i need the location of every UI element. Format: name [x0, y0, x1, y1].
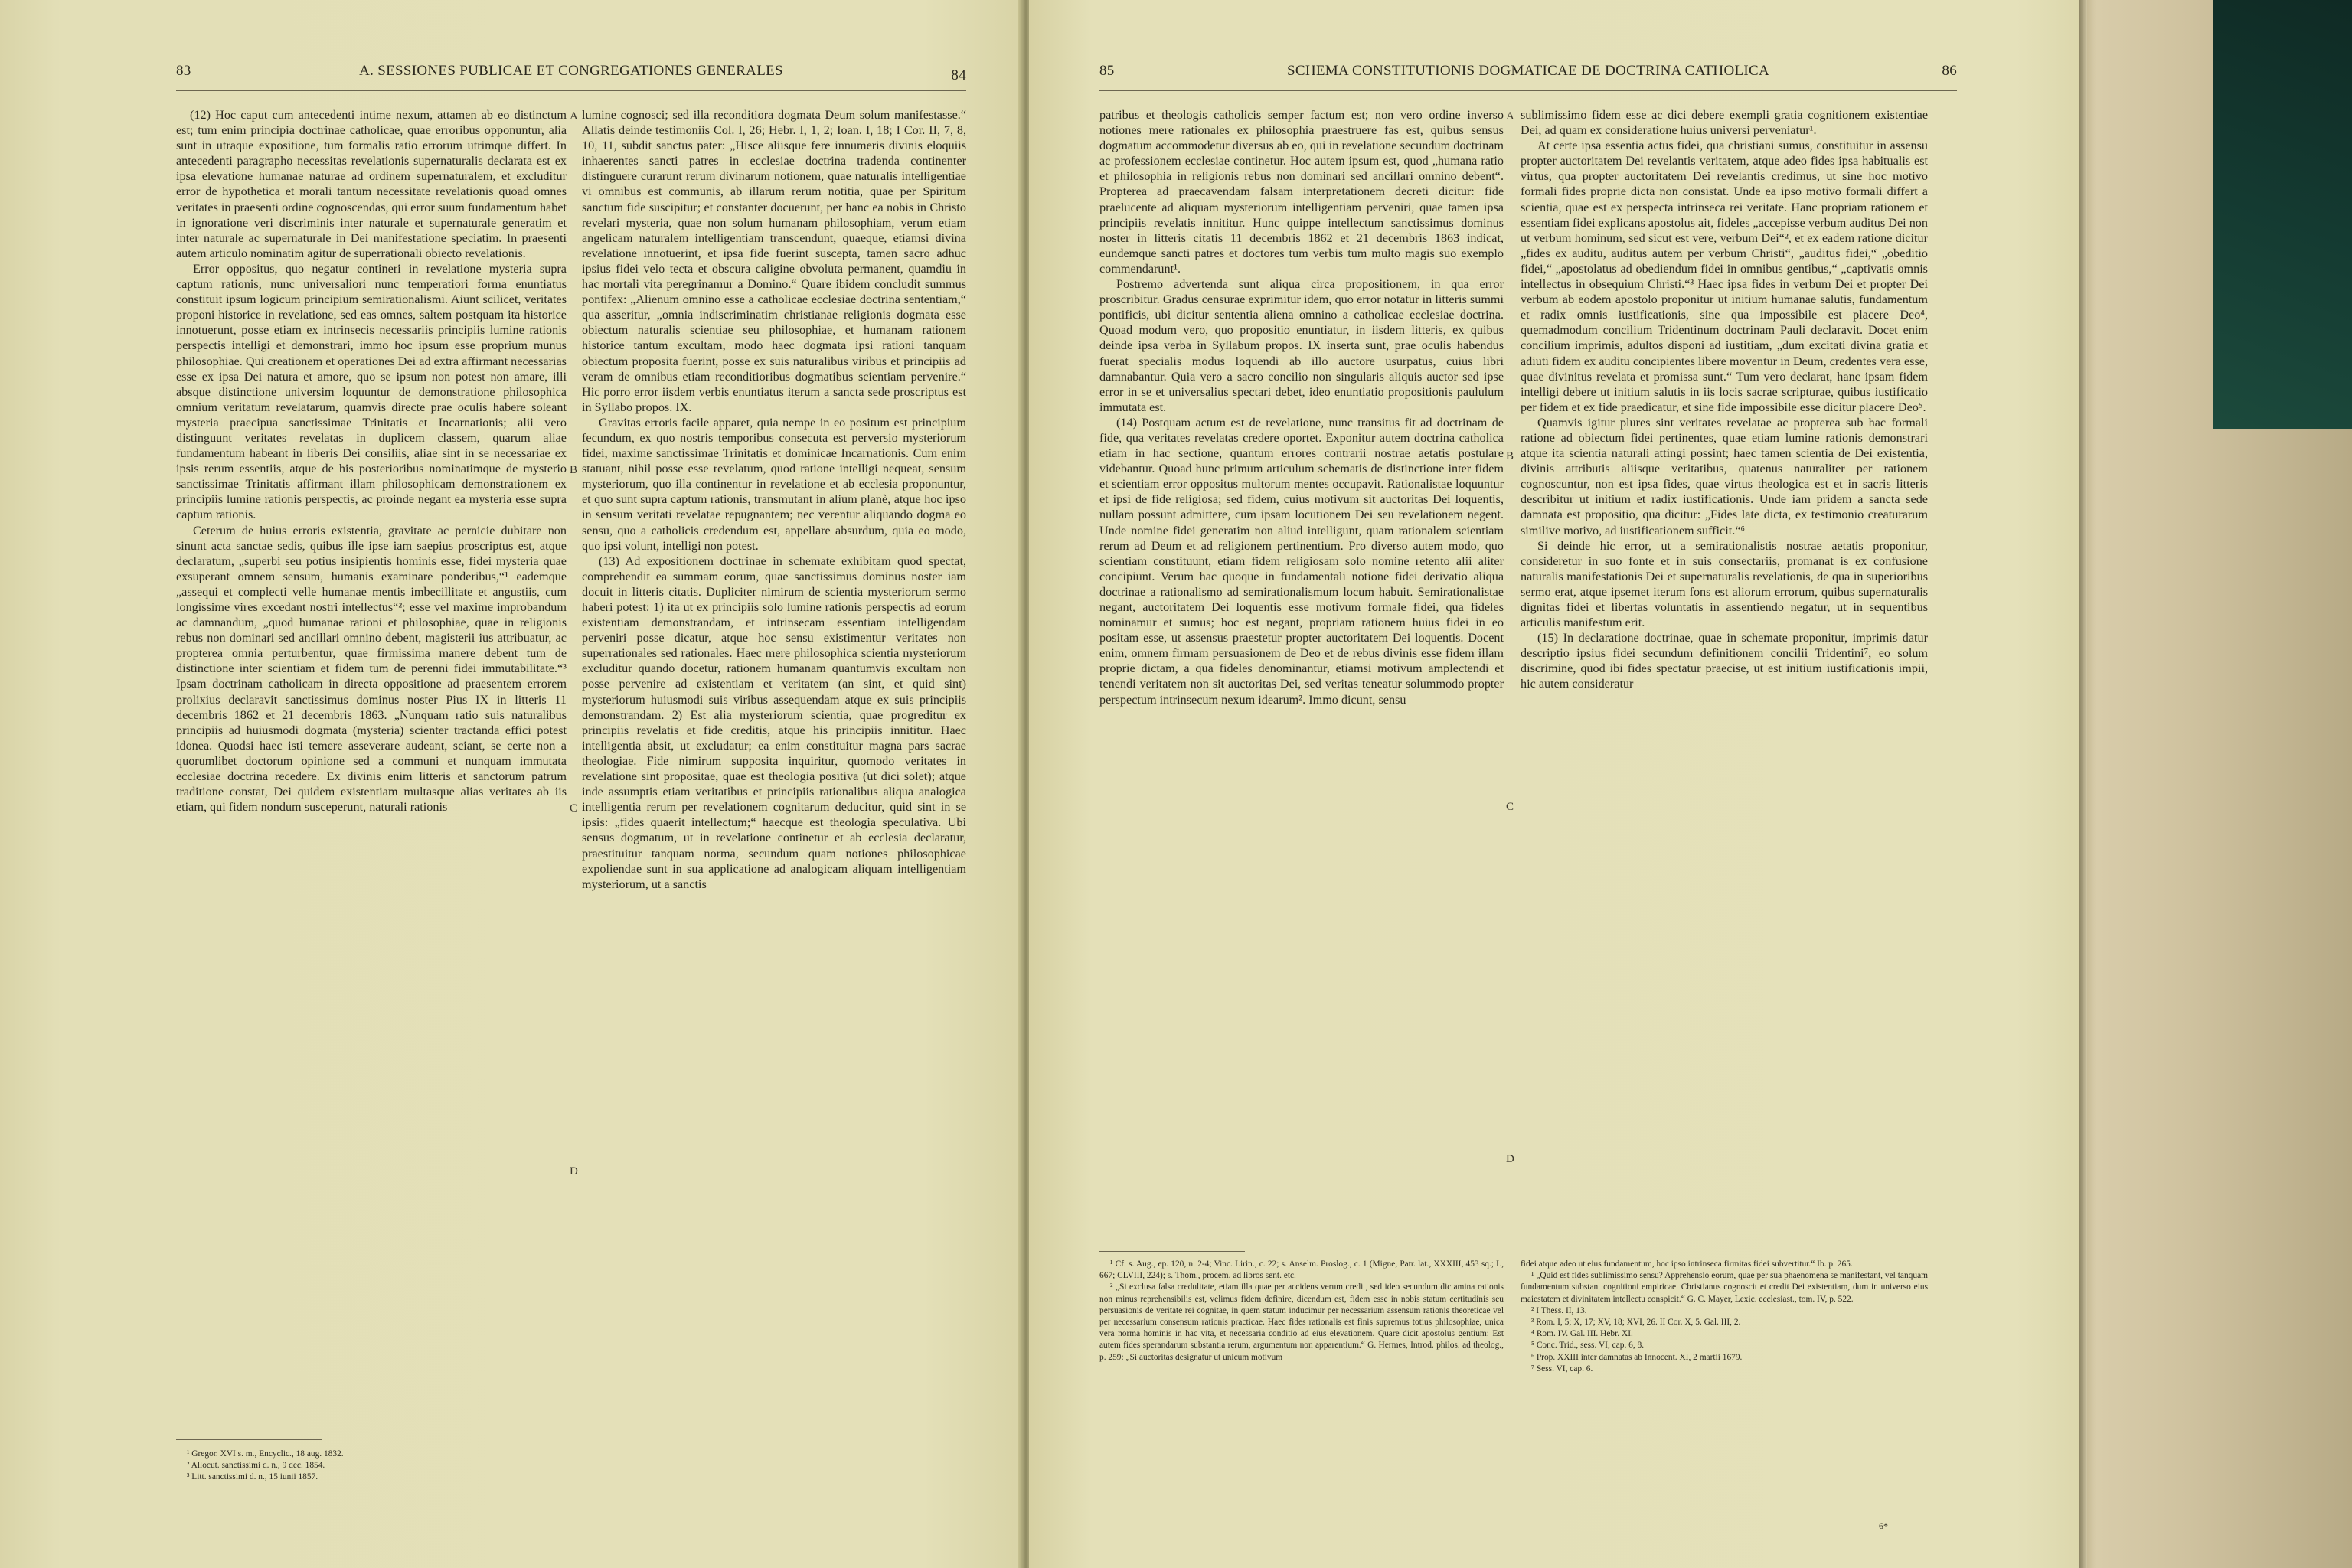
left-page [0, 0, 1024, 1568]
paragraph: lumine cognosci; sed illa reconditiora dogmata Deum solum manifestasse.“ Allatis deinde testimoniis Col. I, 26; Hebr. I, 1, 2; Ioan. I, 18; I Cor. II, 7, 8, 10, 11, subdit sanctus pater: „Hisce aliisque fere innumeris divinis eloquiis inhaerentes sancti patres in ecclesiae doctrina tradenda continenter distinguere curarunt rerum divinarum notionem, quae naturalis intelligentiae vi omnibus est communis, ab illarum rerum notitia, quae per Spiritum sanctum fide suscipitur; et constanter docuerunt, per hanc ea nobis in Christo revelari mysteria, quae non solum humanam philosophiam, verum etiam angelicam naturalem intelligentiam transcendunt, quaeque, etiamsi divina revelatione innotuerint, et ipsa fide fuerint suscepta, tamen sacro adhuc ipsius fidei velo tecta et obscura caligine obvoluta permanent, quamdiu in hac mortali vita peregrinamur a Domino.“ Quare ibidem concludit summus pontifex: „Alienum omnino esse a catholicae ecclesiae doctrina sententiam,“ qua asseritur, „omnia indiscriminatim christianae religionis dogmata esse obiectum naturalis scientiae seu philosophiae, et humanam rationem historice tantum excultam, modo haec dogmata ipsi rationi tanquam obiectum proposita fuerint, posse ex suis naturalibus viribus et principiis ad veram de omnibus etiam reconditioribus dogmatibus scientiam pervenire.“ Hic porro error iisdem verbis enuntiatus iterum a sancta sede proscriptus est in Syllabo propos. IX. [582, 108, 966, 414]
margin-letter-c: C [570, 802, 578, 815]
footnote: ¹ Cf. s. Aug., ep. 120, n. 2-4; Vinc. Lirin., c. 22; s. Anselm. Proslog., c. 1 (Migne, Patr. lat., XXXIII, 453 sq.; L, 667; CLVIII, 224); s. Thom., procem. ad libros sent. etc. [1099, 1259, 1504, 1281]
margin-letter-c: C [1506, 801, 1514, 813]
running-title-left: A. SESSIONES PUBLICAE ET CONGREGATIONES GENERALES [359, 63, 783, 79]
running-head-right [1099, 63, 1957, 93]
footnote: ⁷ Sess. VI, cap. 6. [1531, 1364, 1593, 1374]
right-page-column-1 [1099, 107, 1504, 707]
margin-letter-b: B [570, 464, 578, 476]
running-head-left [176, 63, 966, 93]
footnote: ² I Thess. II, 13. [1531, 1305, 1587, 1315]
paragraph: Postremo advertenda sunt aliqua circa propositionem, in qua error proscribitur. Gradus censurae exprimitur idem, quo error notatur in litteris summi pontificis, ubi dicitur sententia aliena omnino a catholicae ecclesiae doctrina. Quoad modum vero, quo propositio enuntiatur, in iisdem litteris, ex quibus deinde ipsa verba in Syllabum propos. IX inserta sunt, prae oculis habendus fuerat specialis modus loquendi ab illo auctore usurpatus, cuius libri damnabantur. Quia vero a sacro concilio non singularis aliquis auctor sed ipse error in se et universalius spectari debet, ideo enuntiatio propositionis paululum immutata est. [1099, 277, 1504, 414]
paragraph: At certe ipsa essentia actus fidei, qua christiani sumus, constituitur in assensu propter auctoritatem Dei revelantis veritatem, atque adeo fides ipsa habitualis est virtus, qua propter auctoritatem Dei revelantis credimus, ut sine hoc motivo formali fides proprie dicta non consistat. Unde ea ipso motivo formali differt a scientia, quae est ex perspecta intrinseca rei veritate. Hanc propriam rationem et essentiam fidei explicans apostolus ait, fideles „accepisse verbum auditus Dei non ut verbum hominum, sed sicut est vere, verbum Dei“², et ex eadem ratione dicitur „fides ex auditu, auditus autem per verbum Christi“, „auditus fidei,“ „obeditio fidei,“ „apostolatus ad obediendum fidei in omnibus gentibus,“ „captivatis omnis intellectus in obsequium Christi.“³ Haec ipsa fides in verbum Dei et propter Dei verbum ab eodem apostolo proponitur ut initium humanae salutis, fundamentum et radix omnis iustificationis, sine qua impossibile est placere Deo⁴, quemadmodum concilium Tridentinum doctrinam Pauli declaravit. Docet enim concilium imprimis, adultos disponi ad iustitiam, „dum excitati divina gratia et adiuti fidem ex auditu concipientes libere moventur in Deum, credentes vera esse, quae divinitus revelata et promissa sunt.“ Tum vero declarat, hanc ipsam fidem intelligi debere ut initium salutis in iis locis sacrae scripturae, quibus iustificatio per fidem et ex fide praedicatur, et sine fide impossibile esse dicitur placere Deo⁵. [1521, 139, 1928, 414]
margin-letter-a: A [1506, 110, 1514, 122]
paragraph: (12) Hoc caput cum antecedenti intime nexum, attamen ab eo distinctum est; tum enim principia doctrinae catholicae, quae erroribus opponuntur, alia sunt in utraque expositione, tum formalis ratio errorum utrimque differt. In antecedenti paragrapho necessitas revelationis supernaturalis declarata est ex ipsa elevatione humanae naturae ad ordinem supernaturalem, et excluditur error de hypothetica et morali tantum necessitate revelationis quoad omnes veritates in praesenti ordine cognoscendas, qui error suum fundamentum habet in ignoratione veri discriminis inter naturale et supernaturale generatim et inter naturale ac supernaturale in Dei manifestatione speciatim. In praesenti autem articulo nominatim agitur de superrationali obiecto revelationis. [176, 108, 567, 260]
paragraph: patribus et theologis catholicis semper factum est; non vero ordine inverso notiones mere rationales ex philosophia praestruere fas est, quibus sensus dogmatum accommodetur diversus ab eo, qui in revelatione secundum doctrinam ac professionem ecclesiae continetur. Hoc autem ipsum est, quod „humana ratio et philosophia in religionis rebus non dominari sed ancillari omnino debent“. Propterea ad praecavendam falsam interpretationem decreti dicitur: fide praelucente ad aliquam mysteriorum intelligentiam perveniri, quae tamen ipsa principiis revelatis innititur. Hunc quippe intellectum sanctissimus dominus noster in litteris citatis 11 decembris 1862 et 21 decembris 1863 indicat, eundemque sancti patres et doctores tum verbis tum multo magis suo exemplo commendarunt¹. [1099, 108, 1504, 276]
paragraph: Si deinde hic error, ut a semirationalistis nostrae aetatis proponitur, consideretur in suo fonte et in suis consectariis, promanat is ex confusione naturalis manifestationis Dei et supernaturalis revelationis, de qua in superioribus sermo erat, atque ipsemet iterum fons est aliorum errorum, quibus supernaturalis dignitas fidei et libertas voluntatis in assentiendo negatur, ut in sequentibus articulis manifestum erit. [1521, 538, 1928, 630]
footnote: ² „Si exclusa falsa credulitate, etiam illa quae per accidens verum credit, sed ideo secundum dictamina rationis non minus reprehensibilis est, velimus fidem definire, dicendum est, fidem esse in nobis statum certitudinis seu persuasionis de veritate rei cognitae, in quem statum inducimur per necessarium assensum rationis theoreticae vel per necessarium consensum rationis practicae. Haec fides rationalis est finis supremus totius philosophiae, unica vera norma hominis in hac vita, et necessaria conditio ad eius elevationem. Quare dicit apostolus gentium: Est autem fides sperandarum substantia rerum, argumentum non apparentium.“ G. Hermes, Introd. philos. ad theolog., p. 259: „Si auctoritas designatur ut unicum motivum [1099, 1282, 1504, 1362]
cover-board-edge [2079, 0, 2087, 1568]
paragraph: Ceterum de huius erroris existentia, gravitate ac pernicie dubitare non sinunt acta sanctae sedis, quibus ille ipse iam saepius proscriptus est, atque declaratum, „superbi seu potius insipientis hominis esse, fidei mysteria quae exsuperant omnem sensum, humanis examinare ponderibus,“¹ eademque „assequi et complecti velle humanae mentis imbecillitate et angustiis, cum longissime vires excedant nostri intellectus“²; esse vel maxime improbandum ac damnandum, „quod humanae rationi et philosophiae, quae in religionis rebus non dominari sed ancillari omnino debent, magisterii ius attribuatur, ac propterea omnia perturbentur, quae firmissima manere debent tum de distinctione inter scientiam et fidem tum de perenni fidei immutabilitate.“³ Ipsam doctrinam catholicam in directa oppositione ad praesentem errorem prolixius declaravit sanctissimus dominus noster Pius IX in litteris 11 decembris 1862 et 21 decembris 1863. „Nunquam ratio suis naturalibus principiis ad huiusmodi dogmata (mysteria) scienter tractanda effici potest idonea. Quodsi haec isti temere asseverare audeant, sciant, se certe non a quorumlibet doctorum opinione sed a communi et nunquam immutata ecclesiae doctrina recedere. Ex divinis enim litteris et sanctorum patrum traditione constat, Dei quidem existentiam multasque alias veritates ab iis etiam, qui fidem nondum susceperunt, naturali rationis [176, 523, 567, 815]
paragraph: Error oppositus, quo negatur contineri in revelatione mysteria supra captum rationis, nunc universaliori nunc temperatiori forma enuntiatus constituit ipsum logicum principium semirationalismi. Aiunt scilicet, veritates proponi historice in revelatione, sed eas omnes, saltem postquam ita historice innotuerunt, posse etiam ex intrinsecis necessariis principiis lumine rationis perspectis intelligi et demonstrari, immo hoc ipsum esse proprium munus philosophiae. Qui creationem et operationes Dei ad extra affirmant necessarias esse ex ipsa Dei natura et amore, quo se ipsum non potest non amare, illi absque distinctione universim loquuntur de demonstratione philosophica omnium veritatum revelatarum, quamvis directe prae oculis habere soleant mysteria praecipua sanctissimae Trinitatis et Incarnationis; alii vero distinguunt veritates revelatas in duplicem classem, quarum aliae fundamentum habeant in liberis Dei consiliis, aliae sint in se necessariae ex ipsis rerum essentiis, atque de his posterioribus nominatimque de mysterio sanctissimae Trinitatis affirmant illam philosophicam demonstrationem ex principiis lumine rationis perspectis, ac proinde negant ea mysteria esse supra captum rationis. [176, 261, 567, 522]
right-page-footnotes-right [1521, 1259, 1928, 1375]
page-number-84: 84 [951, 67, 966, 83]
left-page-column-1 [176, 107, 567, 815]
footnote: ² Allocut. sanctissimi d. n., 9 dec. 1854. [187, 1461, 325, 1471]
footnote: ¹ „Quid est fides sublimissimo sensu? Apprehensio eorum, quae per sua phaenomena se manifestant, vel tanquam fundamentum substant cognitioni empiricae. Christianus cognoscit et credit Dei existentiam, dum in universo eius maiestatem et divinitatem intellectu conspicit.“ G. C. Mayer, Lexic. ecclesiast., tom. IV, p. 522. [1521, 1271, 1928, 1304]
footnote-rule [1099, 1251, 1245, 1252]
paragraph: Quamvis igitur plures sint veritates revelatae ac propterea sub hac formali ratione ad obiectum fidei pertinentes, quae etiam lumine rationis demonstrari atque ita scientia naturali attingi possint; haec tamen scientia de Dei existentia, divinis attributis aliisque veritatibus, quatenus naturaliter per rationem cognoscuntur, non est ipsa fides, quae virtus theologica est et in sacris litteris describitur ut initium et radix iustificationis. Unde iam pridem a sancta sede damnata est propositio, qua dicitur: „Fides late dicta, ex testimonio creaturarum similive motivo, ad iustificationem sufficit.“⁶ [1521, 415, 1928, 537]
paragraph: (13) Ad expositionem doctrinae in schemate exhibitam quod spectat, comprehendit ea summam eorum, quae sanctissimus dominus noster iam docuit in litteris citatis. Dupliciter nimirum de scientia mysteriorum sermo haberi potest: 1) ita ut ex principiis solo lumine rationis perspectis ad eorum existentiam demonstrandam, et intrinsecam essentiam intelligendam perveniri posse dicatur, atque hoc sensu existimentur veritates non superrationales sed rationales. Haec mere philosophica scientia mysteriorum excluditur quando docetur, rationem humanam quantumvis excultam non posse pervenire ad existentiam et veritatem (an sint, et quid sint) mysteriorum huiusmodi suis viribus assequendam atque ex suis principiis demonstrandam. 2) Est alia mysteriorum scientia, quae progreditur ex principiis revelatis et fide creditis, atque his principiis innititur. Haec intelligentia absit, ut excludatur; ea enim constituitur magna pars sacrae theologiae. Fide nimirum supposita inquiritur, quomodo veritates in revelatione sint propositae, quae est theologia positiva (ut dici solet); atque inde assumptis etiam veritatibus et principiis rationalibus aliqua analogica intelligentia rerum per revelationem cognitarum deducitur, quid sint in se ipsis: „fides quaerit intellectum;“ haecque est theologia speculativa. Ubi sensus dogmatum, ut in revelatione continetur et ab ecclesia declaratur, praestituitur tanquam norma, secundum quam notiones philosophicae expoliendae sunt in sua applicatione ad analogicam aliquam intelligentiam mysteriorum, ut a sanctis [582, 554, 966, 891]
background-corner [2213, 0, 2352, 429]
running-title-right: SCHEMA CONSTITUTIONIS DOGMATICAE DE DOCTRINA CATHOLICA [1286, 63, 1769, 79]
header-rule [176, 90, 966, 91]
paragraph: (14) Postquam actum est de revelatione, nunc transitus fit ad doctrinam de fide, qua veritates revelatas credere oportet. Exponitur autem doctrina catholica etiam in hac sectione, quantum errores contrarii nostrae aetatis postulare videbantur. Quoad hunc primum articulum schematis de distinctione inter fidem et scientiam error oppositus multorum mentes occupavit. Rationalistae loquuntur et ipsi de fide religiosa; sed fidem, cuius motivum sit auctoritas Dei loquentis, nullam possunt admittere, cum ipsam locutionem Dei seu revelationem negent. Unde nomine fidei generatim non aliud intelligunt, quam rationalem scientiam rerum ad Deum et ad religionem pertinentium. Pro diverso autem modo, quo scientiam constituunt, etiam fidem religiosam solo nomine retento alii aliter concipiunt. Verum hac quoque in fundamentali notione fidei derivatio aliqua doctrinae a rationalismo ad semirationalismum locum habuit. Semirationalistae negant, auctoritatem Dei loquentis esse motivum formale fidei, qua fideles nominamur et sumus; hoc est negant, propriam rationem huius fidei in eo positam esse, ut assensus praestetur propter auctoritatem Dei loquentis. Docent enim, omnem firmam persuasionem de Deo et de rebus divinis esse fidem illam proprie dictam, a qua fideles denominantur, etiamsi motivum amplectendi et tenendi veritatem non sit auctoritas Dei, sed veritas teneatur solummodo propter perspectum intrinsecum nexum idearum². Immo dicunt, sensu [1099, 415, 1504, 707]
left-page-column-2 [582, 107, 966, 892]
footnote: ⁴ Rom. IV. Gal. III. Hebr. XI. [1531, 1329, 1633, 1339]
footnote: fidei atque adeo ut eius fundamentum, hoc ipso intrinseca firmitas fidei subvertitur.“ Ib. p. 265. [1521, 1259, 1853, 1269]
margin-letter-d: D [570, 1165, 578, 1178]
footnote: ³ Litt. sanctissimi d. n., 15 iunii 1857. [187, 1472, 318, 1482]
footnote: ¹ Gregor. XVI s. m., Encyclic., 18 aug. 1832. [187, 1449, 344, 1459]
page-number-83: 83 [176, 63, 191, 79]
right-page-footnotes-left [1099, 1259, 1504, 1364]
left-page-footnotes [176, 1449, 559, 1484]
footnote: ⁶ Prop. XXIII inter damnatas ab Innocent. XI, 2 martii 1679. [1531, 1352, 1743, 1362]
paragraph: sublimissimo fidem esse ac dici debere exempli gratia cognitionem existentiae Dei, ad quam ex consideratione huius universi perveniatur¹. [1521, 108, 1928, 138]
signature-mark: 6* [1879, 1521, 1888, 1531]
right-page-column-2 [1521, 107, 1928, 692]
header-rule [1099, 90, 1957, 91]
margin-letter-b: B [1506, 450, 1514, 462]
page-number-86: 86 [1942, 63, 1957, 79]
margin-letter-d: D [1506, 1153, 1514, 1165]
paragraph: (15) In declaratione doctrinae, quae in schemate proponitur, imprimis datur descriptio ipsius fidei secundum definitionem concilii Tridentini⁷, eo solum discrimine, quod ibi fides spectatur praecise, ut est initium iustificationis impii, hic autem consideratur [1521, 631, 1928, 691]
footnote: ³ Rom. I, 5; X, 17; XV, 18; XVI, 26. II Cor. X, 5. Gal. III, 2. [1531, 1318, 1741, 1328]
right-page [1029, 0, 2079, 1568]
margin-letter-a: A [570, 110, 578, 122]
paragraph: Gravitas erroris facile apparet, quia nempe in eo positum est principium fecundum, ex quo nostris temporibus consecuta est perversio mysteriorum fidei, maxime sanctissimae Trinitatis et dominicae Incarnationis. Cum enim statuant, nihil posse esse revelatum, quod ratione intelligi nequeat, sensum mysteriorum, quo illa continentur in revelatione et ab ecclesia proponuntur, et quo sunt supra captum rationis, transmutant in alium planè, atque hoc ipso in sensum veritati revelatae repugnantem; nec verentur aliquando dogma eo sensu, quo a catholicis credendum est, appellare absurdum, quia eo modo, quo ipsi volunt, intelligi non potest. [582, 415, 966, 553]
page-number-85: 85 [1099, 63, 1115, 79]
footnote-rule [176, 1439, 322, 1440]
footnote: ⁵ Conc. Trid., sess. VI, cap. 6, 8. [1531, 1341, 1645, 1351]
